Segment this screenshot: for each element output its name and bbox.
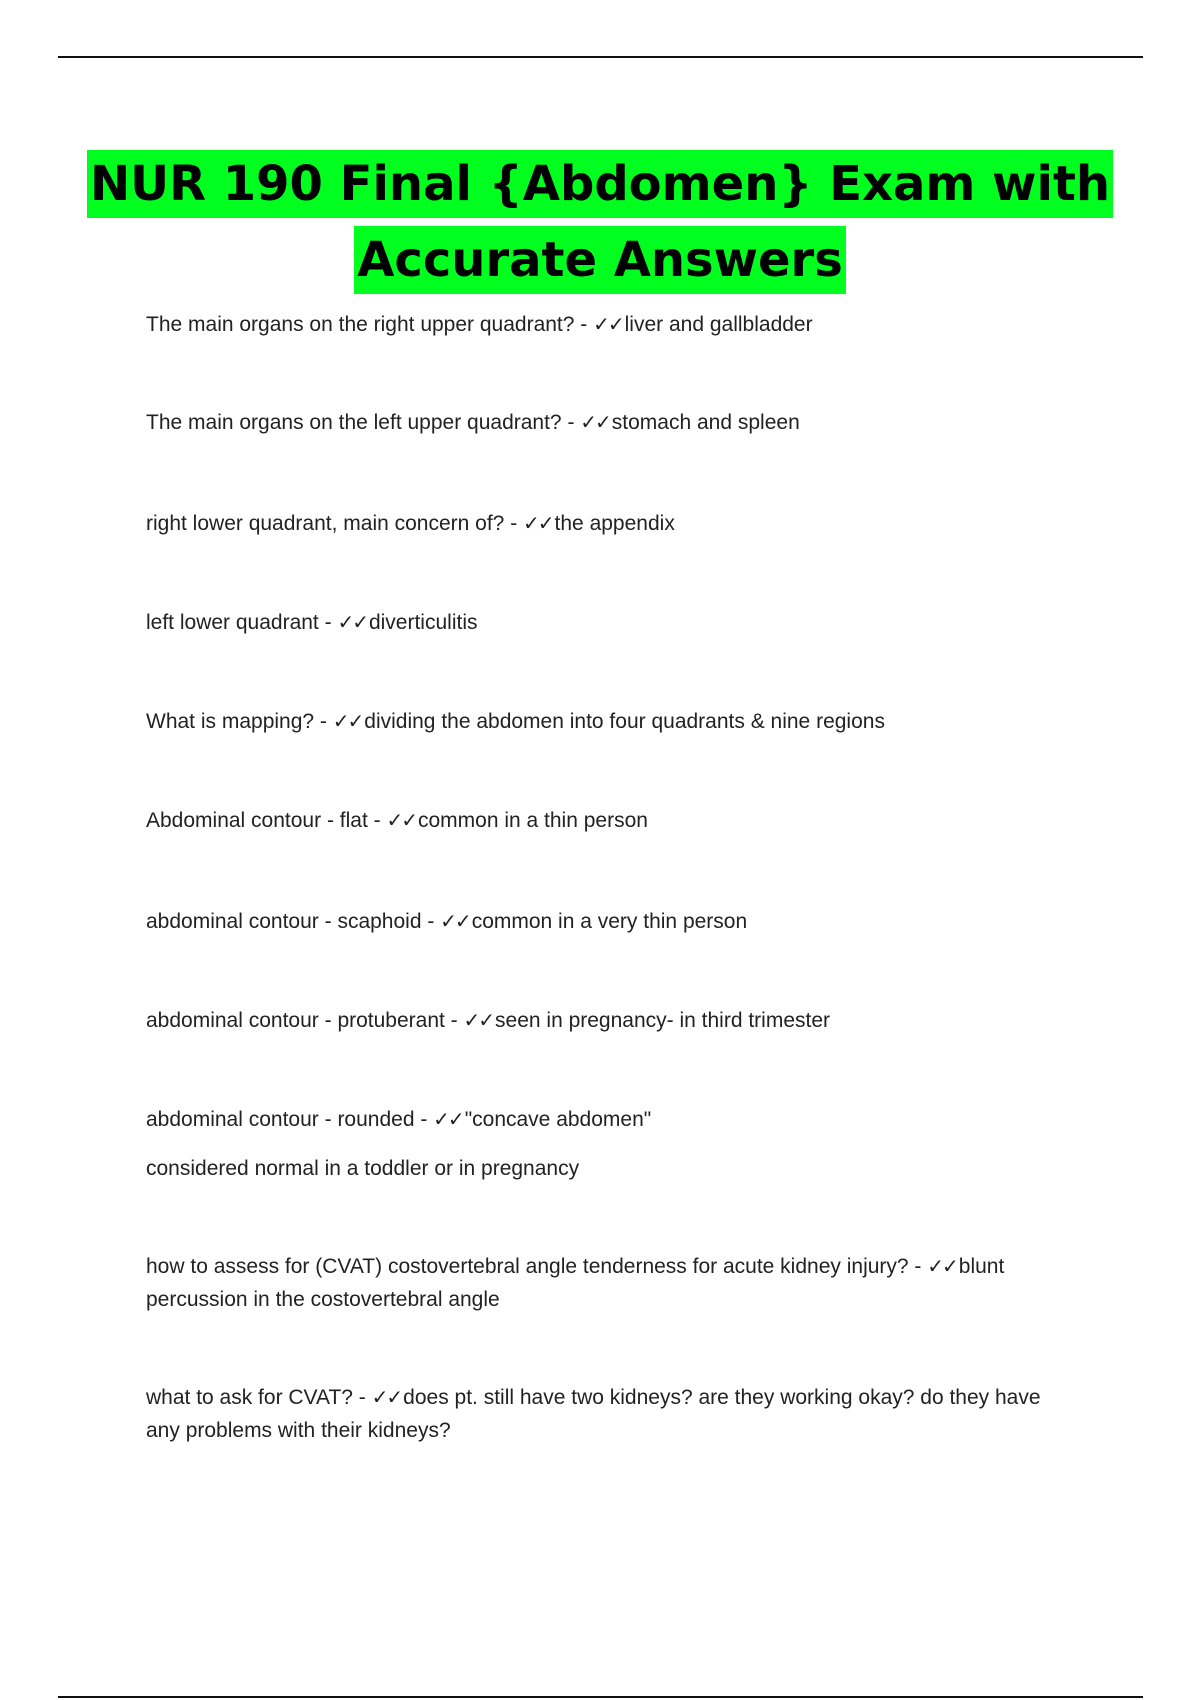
title-line-2: Accurate Answers (354, 226, 846, 294)
double-check-icon: ✓✓ (463, 1008, 494, 1032)
document-title (0, 146, 1200, 298)
qa-item (146, 705, 1066, 738)
title-line-1: NUR 190 Final {Abdomen} Exam with (87, 150, 1113, 218)
question-text: Abdominal contour - flat - (146, 809, 387, 832)
question-text: What is mapping? - (146, 710, 333, 733)
answer-text: the appendix (554, 512, 675, 535)
double-check-icon: ✓✓ (523, 511, 553, 535)
top-rule (58, 56, 1143, 58)
qa-item (146, 1250, 1066, 1316)
question-text: left lower quadrant - (146, 611, 338, 634)
answer-continuation: considered normal in a toddler or in pregnancy (146, 1157, 580, 1180)
answer-text: blunt percussion in the costovertebral angle (146, 1255, 1005, 1311)
qa-item (146, 905, 1066, 938)
bottom-rule (58, 1696, 1143, 1698)
qa-item (146, 1381, 1066, 1447)
double-check-icon: ✓✓ (433, 1107, 463, 1131)
question-text: abdominal contour - rounded - (146, 1108, 434, 1131)
question-text: abdominal contour - protuberant - (146, 1009, 464, 1032)
answer-text: common in a thin person (417, 809, 648, 832)
double-check-icon: ✓✓ (332, 709, 363, 733)
answer-text: seen in pregnancy- in third trimester (495, 1009, 831, 1032)
question-text: The main organs on the left upper quadrant? - (146, 411, 581, 434)
question-text: right lower quadrant, main concern of? - (146, 512, 524, 535)
qa-item (146, 507, 1066, 540)
question-text: The main organs on the right upper quadrant? - (146, 313, 594, 336)
answer-text: stomach and spleen (611, 411, 800, 434)
double-check-icon: ✓✓ (337, 610, 367, 634)
double-check-icon: ✓✓ (927, 1254, 957, 1278)
qa-item (146, 1103, 1066, 1185)
qa-item (146, 406, 1066, 439)
answer-text: does pt. still have two kidneys? are they working okay? do they have any problems with their kidneys? (146, 1386, 1041, 1442)
double-check-icon: ✓✓ (386, 808, 416, 832)
question-text: how to assess for (CVAT) costovertebral angle tenderness for acute kidney injury? - (146, 1255, 928, 1278)
qa-item (146, 1004, 1066, 1037)
qa-item (146, 804, 1066, 837)
answer-text: "concave abdomen" (464, 1108, 652, 1131)
double-check-icon: ✓✓ (440, 909, 470, 933)
question-text: abdominal contour - scaphoid - (146, 910, 441, 933)
question-text: what to ask for CVAT? - (146, 1386, 372, 1409)
qa-item (146, 606, 1066, 639)
answer-text: common in a very thin person (471, 910, 748, 933)
answer-text: liver and gallbladder (624, 313, 813, 336)
qa-item (146, 308, 1066, 341)
answer-text: dividing the abdomen into four quadrants & nine regions (364, 710, 885, 733)
double-check-icon: ✓✓ (593, 312, 623, 336)
double-check-icon: ✓✓ (371, 1385, 402, 1409)
answer-text: diverticulitis (368, 611, 478, 634)
double-check-icon: ✓✓ (580, 410, 610, 434)
